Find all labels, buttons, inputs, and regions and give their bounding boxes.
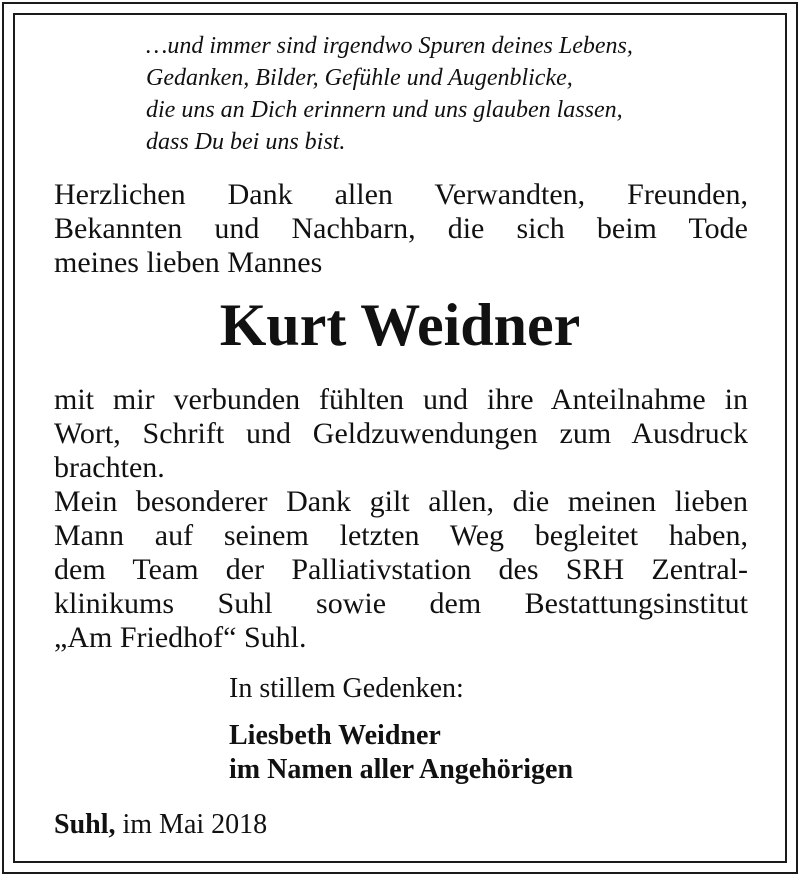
signer-note: im Namen aller Angehörigen xyxy=(229,754,574,785)
special-thanks-paragraph xyxy=(54,485,748,655)
poem-line: Gedanken, Bilder, Gefühle und Augenblicke, xyxy=(146,65,573,91)
thanks-line: Wort, Schrift und Geldzuwendungen zum Ausdruck xyxy=(54,417,748,450)
thanks-paragraph xyxy=(54,383,748,485)
place-name: Suhl, xyxy=(54,809,116,840)
date-text: im Mai 2018 xyxy=(122,809,268,840)
thanks-line: brachten. xyxy=(54,451,165,484)
intro-line: Herzlichen Dank allen Verwandten, Freunden, xyxy=(54,178,748,211)
signers-block xyxy=(229,719,573,787)
thanks-line: mit mir verbunden fühlten und ihre Anteilnahme in xyxy=(54,383,748,416)
intro-line: meines lieben Mannes xyxy=(54,246,323,279)
special-thanks-line: dem Team der Palliativstation des SRH Zentral- xyxy=(54,553,748,586)
poem-quote xyxy=(146,30,766,158)
special-thanks-line: Mann auf seinem letzten Weg begleitet haben, xyxy=(54,519,748,552)
poem-line: dass Du bei uns bist. xyxy=(146,129,346,155)
special-thanks-line: Mein besonderer Dank gilt allen, die meinen lieben xyxy=(54,485,748,518)
place-date-line xyxy=(54,808,267,842)
intro-line: Bekannten und Nachbarn, die sich beim Tode xyxy=(54,212,748,245)
signer-name: Liesbeth Weidner xyxy=(229,720,441,751)
special-thanks-line: „Am Friedhof“ Suhl. xyxy=(54,621,307,654)
poem-line: …und immer sind irgendwo Spuren deines Lebens, xyxy=(146,33,633,59)
remembrance-line: In stillem Gedenken: xyxy=(229,673,464,704)
intro-paragraph xyxy=(54,178,748,280)
poem-line: die uns an Dich erinnern und uns glauben lassen, xyxy=(146,97,623,123)
special-thanks-line: klinikums Suhl sowie dem Bestattungsinstitut xyxy=(54,587,748,620)
deceased-name: Kurt Weidner xyxy=(219,292,581,358)
